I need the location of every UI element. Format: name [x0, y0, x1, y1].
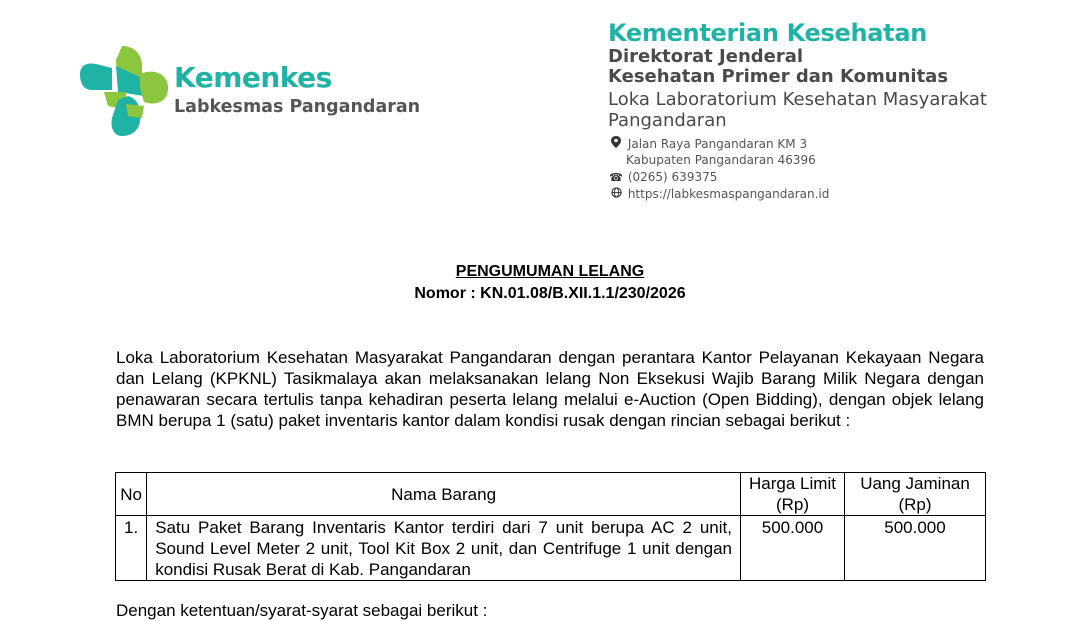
phone-line: [608, 169, 717, 186]
brand-name: Kemenkes: [174, 61, 332, 94]
location-pin-icon: [608, 136, 624, 153]
address-line-1-text: Jalan Raya Pangandaran KM 3: [627, 137, 808, 151]
announcement-title: PENGUMUMAN LELANG: [455, 263, 645, 280]
globe-icon: [608, 187, 624, 203]
directorate-line-1: Direktorat Jenderal: [608, 46, 804, 67]
row-item-name: Satu Paket Barang Inventaris Kantor terdiri dari 7 unit berupa AC 2 unit, Sound Level Meter 2 unit, Tool Kit Box 2 unit, dan Centrifuge 1 unit dengan kondisi Rusak Berat di Kab. Pangandaran: [147, 516, 741, 581]
header-item-name: Nama Barang: [147, 473, 741, 516]
address-line-2: Kabupaten Pangandaran 46396: [626, 153, 816, 167]
ministry-title: Kementerian Kesehatan: [608, 19, 928, 47]
website-link[interactable]: https://labkesmaspangandaran.id: [627, 187, 830, 201]
auction-items-table: [115, 472, 986, 581]
website-line: [608, 186, 829, 203]
directorate-line-2: Kesehatan Primer dan Komunitas: [608, 66, 949, 87]
announcement-number: Nomor : KN.01.08/B.XII.1.1/230/2026: [414, 285, 686, 302]
row-no: 1.: [116, 516, 147, 581]
intro-paragraph: Loka Laboratorium Kesehatan Masyarakat Pangandaran dengan perantara Kantor Pelayanan Kekayaan Negara dan Lelang (KPKNL) Tasikmalaya akan melaksanakan lelang Non Eksekusi Wajib Barang Milik Negara dengan penawaran secara tertulis tanpa kehadiran peserta lelang melalui e-Auction (Open Bidding), dengan objek lelang BMN berupa 1 (satu) paket inventaris kantor dalam kondisi rusak dengan rincian sebagai berikut :: [116, 348, 984, 430]
table-row: [116, 516, 986, 581]
address-line-1: [608, 136, 807, 153]
phone-icon: ☎: [609, 171, 623, 184]
header-deposit: Uang Jaminan (Rp): [845, 473, 986, 516]
header-no: No: [116, 473, 147, 516]
phone-text: (0265) 639375: [627, 170, 718, 184]
unit-name: Loka Laboratorium Kesehatan Masyarakat Pangandaran: [608, 89, 987, 131]
table-header-row: [116, 473, 986, 516]
kemenkes-logo: [78, 44, 170, 138]
conditions-intro: Dengan ketentuan/syarat-syarat sebagai berikut :: [116, 601, 488, 620]
row-price-limit: 500.000: [741, 516, 845, 581]
header-price-limit: Harga Limit (Rp): [741, 473, 845, 516]
row-deposit: 500.000: [845, 516, 986, 581]
brand-unit: Labkesmas Pangandaran: [174, 97, 421, 117]
